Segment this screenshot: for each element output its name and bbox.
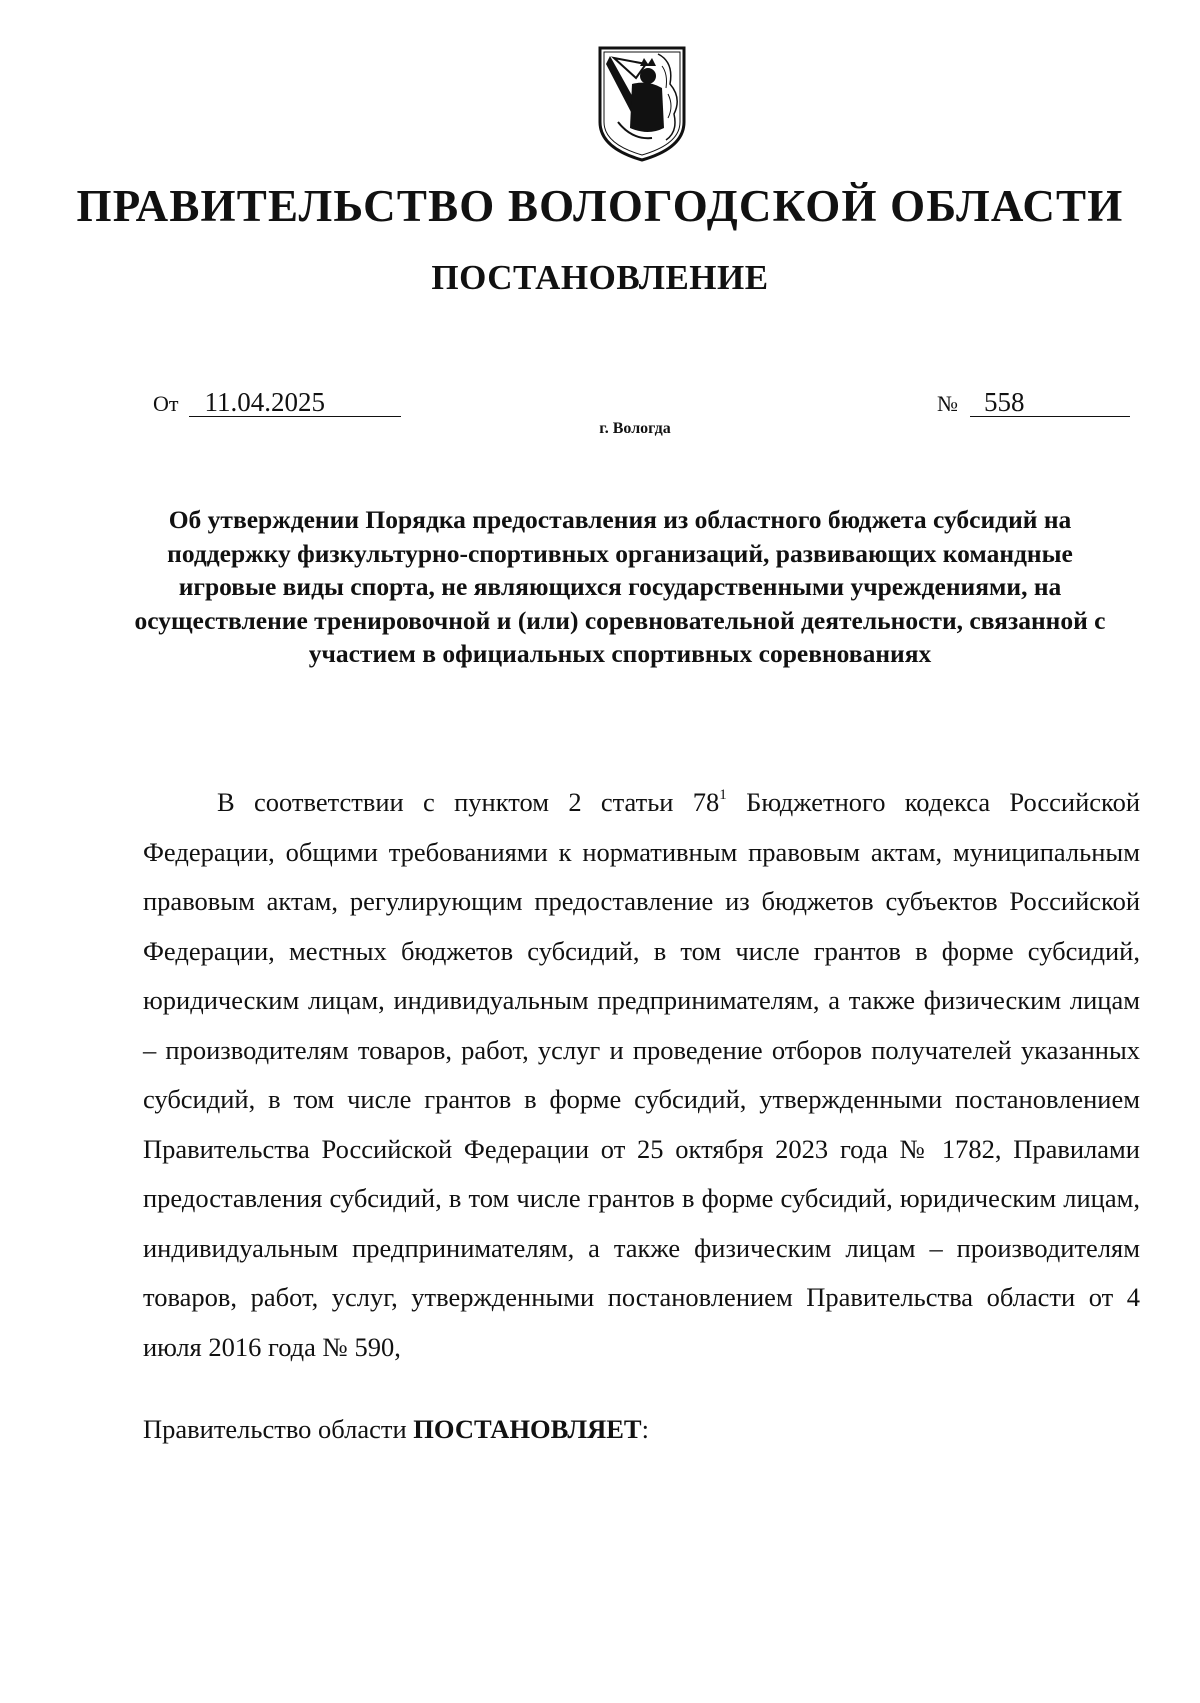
date-prefix: От <box>153 391 179 416</box>
document-subject: Об утверждении Порядка предоставления из областного бюджета субсидий на поддержку физкультурно-спортивных организаций, развивающих командные игровые виды спорта, не являющихся государственными учреждениями, на осуществление тренировочной и (или) соревновательной деятельности, связанной с участием в официальных спортивных соревнованиях <box>134 505 1106 668</box>
resolution-line <box>143 1414 649 1445</box>
organization-title: ПРАВИТЕЛЬСТВО ВОЛОГОДСКОЙ ОБЛАСТИ <box>76 181 1124 231</box>
number-value: 558 <box>970 388 1130 417</box>
resolution-lead: Правительство области <box>143 1414 414 1444</box>
resolution-verb: ПОСТАНОВЛЯЕТ <box>413 1414 642 1444</box>
date-value: 11.04.2025 <box>189 388 401 417</box>
document-date <box>153 388 401 417</box>
preamble-part-1: В соответствии с пунктом 2 статьи 78 <box>217 787 720 817</box>
document-number <box>937 388 1130 417</box>
coat-of-arms-icon <box>596 44 688 164</box>
city: г. Вологда <box>599 420 671 437</box>
preamble-paragraph <box>143 778 1140 1372</box>
article-superscript: 1 <box>719 787 727 803</box>
document-type: ПОСТАНОВЛЕНИЕ <box>431 258 769 297</box>
number-prefix: № <box>937 391 958 416</box>
preamble-part-2: Бюджетного кодекса Российской Федерации, общими требованиями к нормативным правовым актам, муниципальным правовым актам, регулирующим предоставление из бюджетов субъектов Российской Федерации, местных бюджетов субсидий, в том числе грантов в форме субсидий, юридическим лицам, индивидуальным предпринимателям, а также физическим лицам – производителям товаров, работ, услуг и проведение отборов получателей указанных субсидий, в том числе грантов в форме субсидий, утвержденными постановлением Правительства Российской Федерации от 25 октября 2023 года № 1782, Правилами предоставления субсидий, в том числе грантов в форме субсидий, юридическим лицам, индивидуальным предпринимателям, а также физическим лицам – производителям товаров, работ, услуг, утвержденными постановлением Правительства области от 4 июля 2016 года № 590, <box>143 787 1141 1362</box>
resolution-tail: : <box>641 1414 649 1444</box>
